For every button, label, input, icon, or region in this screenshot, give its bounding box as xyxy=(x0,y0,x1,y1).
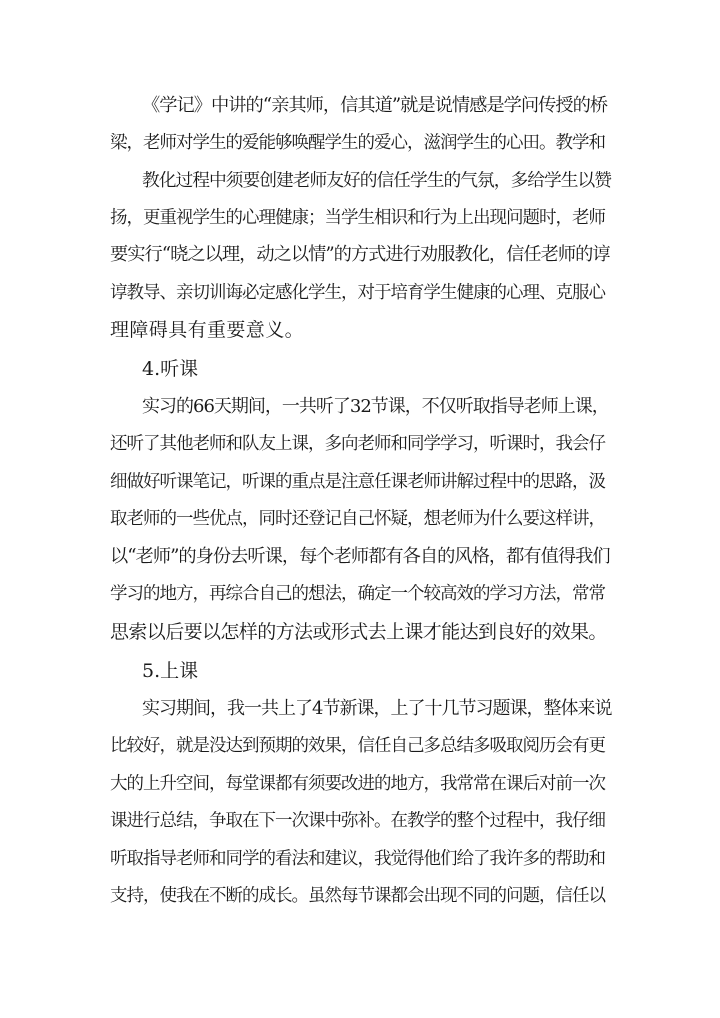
paragraph-line: 取老师的一些优点，同时还登记自己怀疑，想老师为什么要这样讲， xyxy=(110,509,605,529)
paragraph-line: 实习期间，我一共上了4节新课，上了十几节习题课，整体来说 xyxy=(142,698,612,719)
paragraph-line: 支持，使我在不断的成长。虽然每节课都会出现不同的问题，信任以 xyxy=(110,886,605,906)
paragraph-line: 《学记》中讲的“亲其师，信其道”就是说情感是学问传授的桥 xyxy=(142,95,608,116)
paragraph-line: 梁，老师对学生的爱能够唤醒学生的爱心，滋润学生的心田。教学和 xyxy=(110,133,605,153)
paragraph-line: 理障碍具有重要意义。 xyxy=(110,319,305,341)
paragraph-line: 要实行“晓之以理，动之以情”的方式进行劝服教化，信任老师的谆 xyxy=(110,244,610,265)
paragraph-line: 比较好，就是没达到预期的效果，信任自己多总结多吸取阅历会有更 xyxy=(110,736,605,756)
paragraph-line: 课进行总结，争取在下一次课中弥补。在教学的整个过程中，我仔细 xyxy=(110,811,605,831)
paragraph-line: 思索以后要以怎样的方法或形式去上课才能达到良好的效果。 xyxy=(110,621,607,643)
section-heading-4: 4.听课 xyxy=(142,358,199,380)
paragraph-line: 谆教导、亲切训诲必定感化学生，对于培育学生健康的心理、克服心 xyxy=(110,283,605,303)
section-heading-5: 5.上课 xyxy=(142,660,199,682)
paragraph-line: 扬，更重视学生的心理健康；当学生相识和行为上出现问题时，老师 xyxy=(110,208,605,228)
paragraph-line: 以“老师”的身份去听课，每个老师都有各自的风格，都有值得我们 xyxy=(110,546,610,567)
paragraph-line: 听取指导老师和同学的看法和建议，我觉得他们给了我许多的帮助和 xyxy=(110,849,605,869)
paragraph-line: 大的上升空间，每堂课都有须要改进的地方，我常常在课后对前一次 xyxy=(110,774,605,794)
paragraph-line: 还听了其他老师和队友上课，多向老师和同学学习，听课时，我会仔 xyxy=(110,434,605,454)
paragraph-line: 实习的66天期间，一共听了32节课，不仅听取指导老师上课， xyxy=(142,396,609,417)
paragraph-line: 教化过程中须要创建老师友好的信任学生的气氛，多给学生以赞 xyxy=(142,171,612,191)
paragraph-line: 学习的地方，再综合自己的想法，确定一个较高效的学习方法，常常 xyxy=(110,584,605,604)
paragraph-line: 细做好听课笔记，听课的重点是注意任课老师讲解过程中的思路，汲 xyxy=(110,472,605,492)
